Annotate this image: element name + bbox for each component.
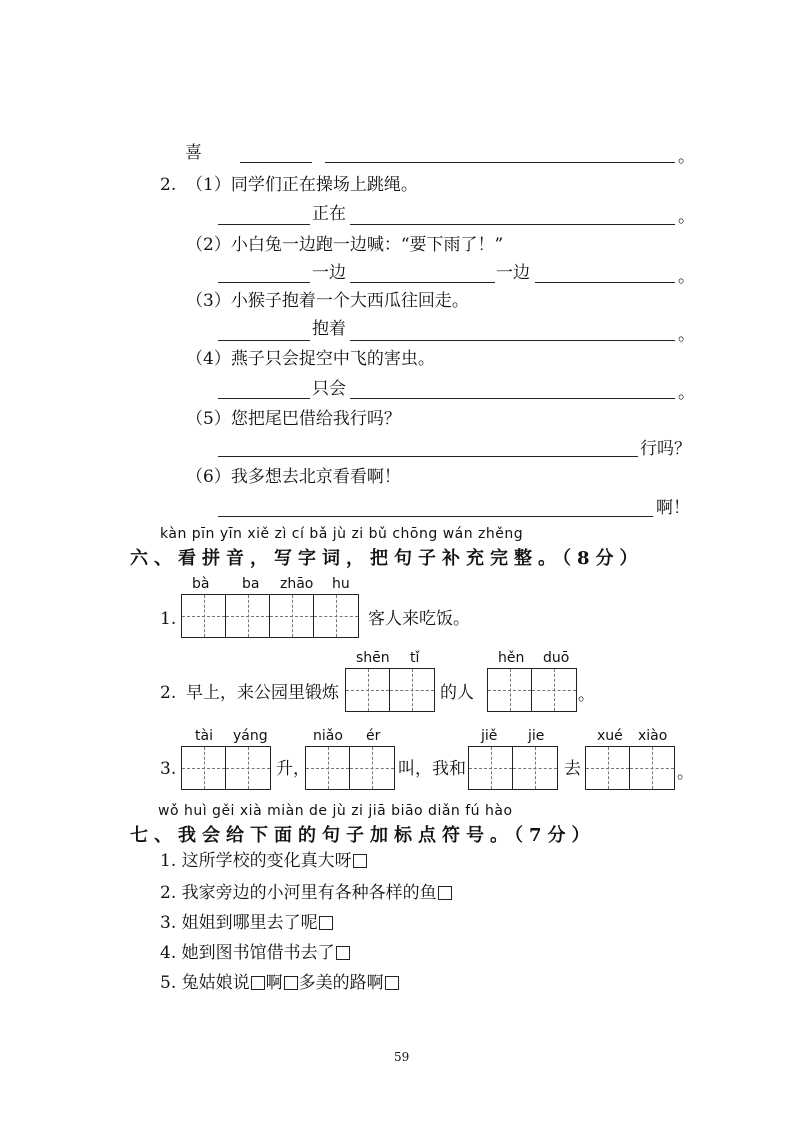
prompt-3: （3）小猴子抱着一个大西瓜往回走。 — [186, 291, 469, 311]
period: 。 — [678, 267, 695, 287]
pinyin: shēn — [356, 650, 390, 666]
item-text: 多美的路啊 — [298, 973, 384, 993]
answer-line[interactable] — [350, 282, 495, 283]
item-number: 5. — [160, 973, 177, 993]
sentence-text: 去 — [564, 759, 581, 779]
punctuation-box[interactable] — [336, 946, 350, 960]
fragment: 一边 — [496, 263, 530, 283]
sentence-text: 叫，我和 — [398, 759, 466, 779]
sentence-text: 客人来吃饭。 — [368, 609, 470, 629]
period: 。 — [678, 325, 695, 345]
grid-cell[interactable] — [306, 747, 350, 789]
pinyin: xiào — [638, 728, 668, 744]
section7-pinyin: wǒ huì gěi xià miàn de jù zi jiā biāo diǎn fú hào — [158, 803, 513, 819]
grid-cell[interactable] — [226, 747, 270, 789]
writing-grid[interactable] — [181, 594, 359, 638]
pinyin: hu — [332, 576, 350, 592]
grid-cell[interactable] — [182, 595, 226, 637]
answer-line[interactable] — [240, 162, 312, 163]
fragment: 只会 — [312, 379, 346, 399]
fragment: 抱着 — [312, 319, 346, 339]
period: 。 — [678, 147, 695, 167]
prompt-5: （5）您把尾巴借给我行吗？ — [186, 409, 401, 429]
punctuation-box[interactable] — [385, 976, 399, 990]
list-item — [160, 882, 453, 904]
answer-line[interactable] — [350, 340, 675, 341]
sentence-text: 早上，来公园里锻炼 — [186, 683, 339, 703]
grid-cell[interactable] — [314, 595, 358, 637]
pinyin: tǐ — [410, 650, 420, 666]
answer-line[interactable] — [218, 516, 653, 517]
grid-cell[interactable] — [630, 747, 674, 789]
answer-line[interactable] — [218, 340, 310, 341]
grid-cell[interactable] — [182, 747, 226, 789]
question-number: 3. — [160, 759, 177, 779]
writing-grid[interactable] — [345, 668, 435, 712]
pinyin: zhāo — [280, 576, 314, 592]
answer-line[interactable] — [350, 224, 675, 225]
section6-title: 六、看拼音，写字词，把句子补充完整。（8分） — [130, 548, 644, 569]
section7-title: 七、我会给下面的句子加标点符号。（7分） — [130, 825, 596, 846]
punctuation-box[interactable] — [353, 854, 367, 868]
grid-cell[interactable] — [532, 669, 576, 711]
pinyin: niǎo — [313, 728, 343, 744]
pinyin: xué — [597, 728, 623, 744]
question-number: 2. — [160, 683, 177, 703]
writing-grid[interactable] — [487, 668, 577, 712]
grid-cell[interactable] — [488, 669, 532, 711]
prompt-2: （2）小白兔一边跑一边喊：“要下雨了！” — [186, 235, 504, 255]
page-number: 59 — [394, 1050, 410, 1064]
writing-grid[interactable] — [305, 746, 395, 790]
period: 。 — [678, 383, 695, 403]
item-tail-char: 喜 — [185, 143, 202, 163]
question-number: 1. — [160, 609, 177, 629]
question-number: 2. — [160, 175, 177, 195]
item-text: 这所学校的变化真大呀 — [181, 851, 352, 871]
grid-cell[interactable] — [270, 595, 314, 637]
item-number: 3. — [160, 913, 177, 933]
grid-cell[interactable] — [390, 669, 434, 711]
list-item — [160, 942, 351, 964]
section6-pinyin: kàn pīn yīn xiě zì cí bǎ jù zi bǔ chōng wán zhěng — [160, 526, 524, 542]
prompt-6: （6）我多想去北京看看啊！ — [186, 467, 401, 487]
pinyin: jiě — [481, 728, 498, 744]
pinyin: yáng — [233, 728, 268, 744]
grid-cell[interactable] — [513, 747, 557, 789]
writing-grid[interactable] — [585, 746, 675, 790]
answer-line[interactable] — [325, 162, 675, 163]
sentence-text: 的人 — [440, 683, 474, 703]
fragment: 啊！ — [656, 498, 690, 518]
pinyin: jie — [528, 728, 545, 744]
period: 。 — [578, 685, 595, 705]
item-text: 我家旁边的小河里有各种各样的鱼 — [181, 883, 437, 903]
grid-cell[interactable] — [346, 669, 390, 711]
list-item — [160, 850, 368, 872]
item-number: 2. — [160, 883, 177, 903]
answer-line[interactable] — [535, 282, 675, 283]
grid-cell[interactable] — [586, 747, 630, 789]
item-text: 姐姐到哪里去了呢 — [181, 913, 318, 933]
prompt-1: （1）同学们正在操场上跳绳。 — [186, 175, 418, 195]
sentence-text: 升， — [276, 759, 310, 779]
period: 。 — [677, 763, 694, 783]
fragment: 一边 — [312, 263, 346, 283]
grid-cell[interactable] — [226, 595, 270, 637]
answer-line[interactable] — [218, 282, 310, 283]
list-item — [160, 972, 400, 994]
pinyin: ba — [242, 576, 260, 592]
item-text: 啊 — [265, 973, 283, 993]
fragment: 行吗？ — [640, 439, 691, 459]
punctuation-box[interactable] — [284, 976, 298, 990]
writing-grid[interactable] — [468, 746, 558, 790]
pinyin: tài — [195, 728, 213, 744]
period: 。 — [678, 207, 695, 227]
writing-grid[interactable] — [181, 746, 271, 790]
pinyin: hěn — [498, 650, 525, 666]
punctuation-box[interactable] — [251, 976, 265, 990]
fragment: 正在 — [312, 204, 346, 224]
item-number: 1. — [160, 851, 177, 871]
item-text: 她到图书馆借书去了 — [181, 943, 335, 963]
answer-line[interactable] — [218, 224, 310, 225]
grid-cell[interactable] — [469, 747, 513, 789]
pinyin: bà — [192, 576, 210, 592]
answer-line[interactable] — [218, 456, 638, 457]
prompt-4: （4）燕子只会捉空中飞的害虫。 — [186, 349, 435, 369]
pinyin: duō — [543, 650, 570, 666]
grid-cell[interactable] — [350, 747, 394, 789]
answer-line[interactable] — [350, 398, 675, 399]
list-item — [160, 912, 334, 934]
pinyin: ér — [366, 728, 381, 744]
answer-line[interactable] — [218, 398, 310, 399]
punctuation-box[interactable] — [319, 916, 333, 930]
item-number: 4. — [160, 943, 177, 963]
punctuation-box[interactable] — [438, 886, 452, 900]
item-text: 兔姑娘说 — [181, 973, 250, 993]
